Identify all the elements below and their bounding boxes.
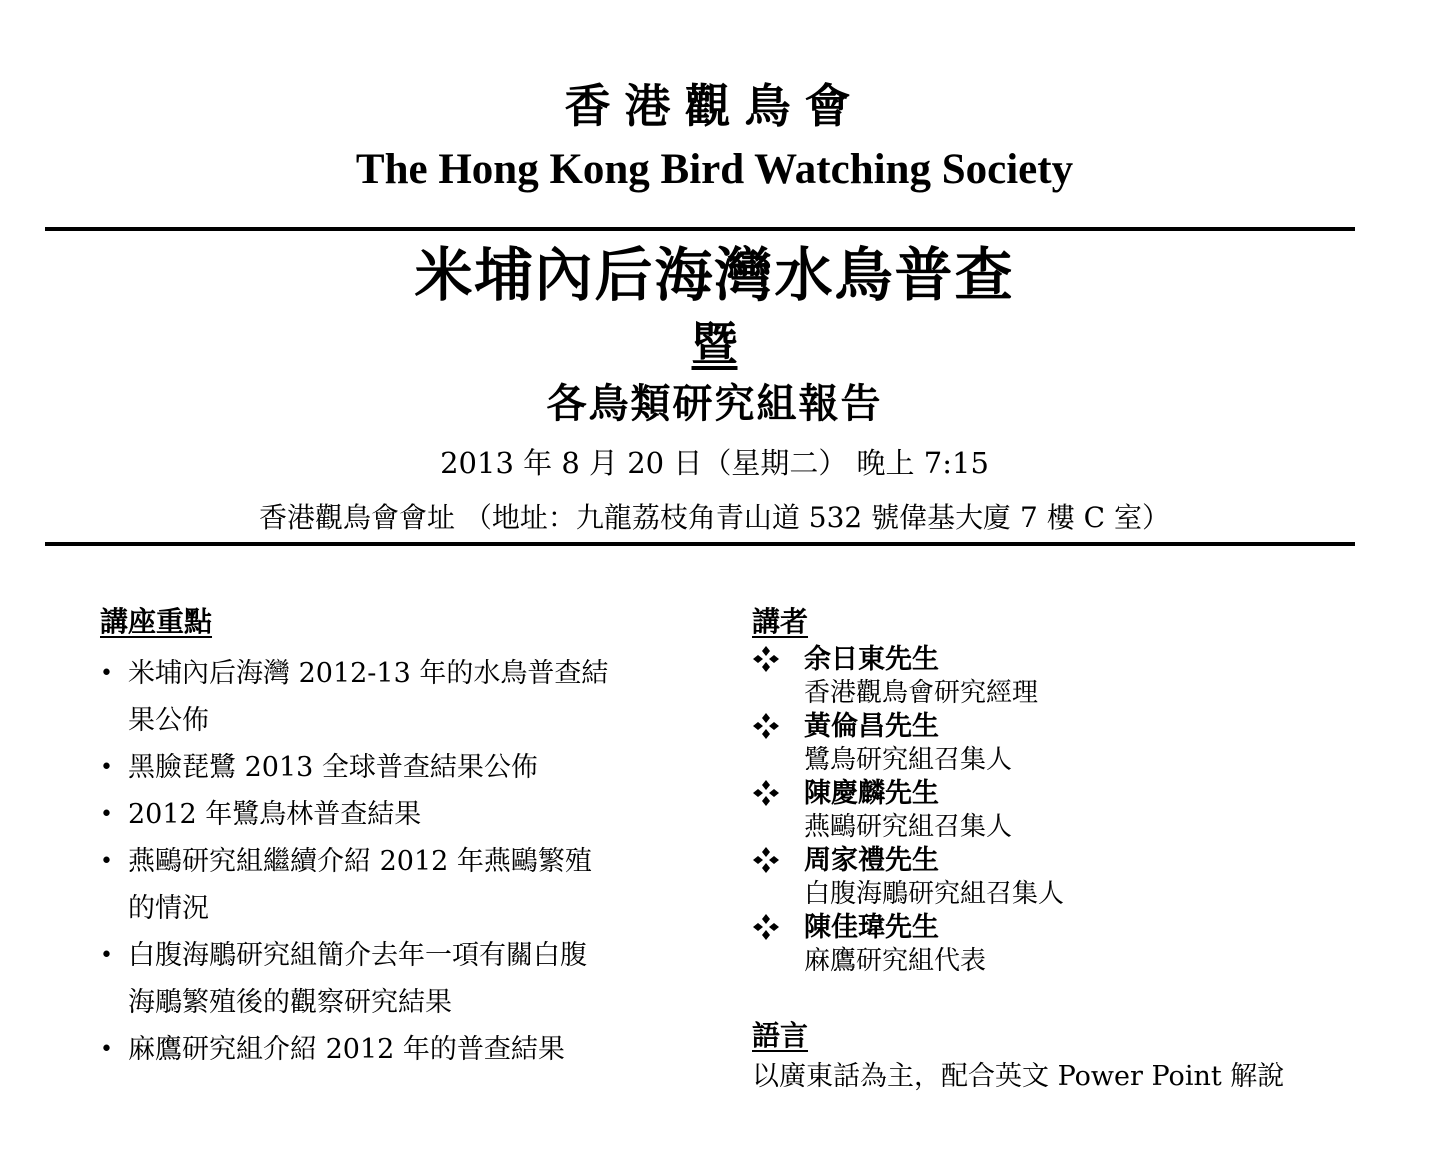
list-item — [100, 1026, 660, 1073]
speaker-item — [752, 643, 1372, 710]
speaker-role: 燕鷗研究組召集人 — [804, 812, 1013, 842]
list-item-line: 2012 年鷺鳥林普查結果 — [128, 799, 422, 830]
list-item-line: 海鵰繁殖後的觀察研究結果 — [128, 987, 452, 1018]
speakers-list — [752, 643, 1372, 978]
language-text: 以廣東話為主，配合英文 Power Point 解說 — [752, 1061, 1285, 1092]
language-heading: 語言 — [752, 1019, 809, 1052]
list-item-line: 麻鷹研究組介紹 2012 年的普查結果 — [128, 1034, 565, 1065]
bullet-icon: • — [100, 943, 113, 968]
bullet-icon: • — [100, 802, 113, 827]
speaker-role: 香港觀鳥會研究經理 — [804, 678, 1039, 708]
event-venue: 香港觀鳥會會址 （地址：九龍荔枝角青山道 532 號偉基大廈 7 樓 C 室） — [259, 501, 1170, 534]
speaker-role: 鷺鳥研究組召集人 — [804, 745, 1013, 775]
list-item-line: 燕鷗研究組繼續介紹 2012 年燕鷗繁殖 — [128, 846, 592, 877]
speaker-item — [752, 844, 1372, 911]
four-diamond-icon — [752, 645, 780, 673]
list-item-line: 的情況 — [128, 893, 209, 924]
highlights-list — [100, 650, 660, 1073]
list-item — [100, 932, 660, 1026]
list-item-line: 黑臉琵鷺 2013 全球普查結果公佈 — [128, 752, 538, 783]
list-item — [100, 744, 660, 791]
event-title: 米埔內后海灣水鳥普查 — [414, 241, 1015, 309]
bullet-icon: • — [100, 755, 113, 780]
list-item — [100, 650, 660, 744]
four-diamond-icon — [752, 913, 780, 941]
speaker-item — [752, 911, 1372, 978]
four-diamond-icon — [752, 712, 780, 740]
speakers-heading: 講者 — [752, 605, 809, 638]
list-item — [100, 838, 660, 932]
org-name-en: The Hong Kong Bird Watching Society — [355, 146, 1074, 193]
event-subtitle: 各鳥類研究組報告 — [546, 381, 883, 427]
list-item-line: 果公佈 — [128, 705, 209, 736]
speaker-role: 白腹海鵰研究組召集人 — [804, 879, 1065, 909]
top-divider — [45, 227, 1355, 231]
bottom-divider — [45, 542, 1355, 546]
org-name-cn: 香港觀鳥會 — [564, 79, 865, 133]
four-diamond-icon — [752, 779, 780, 807]
speaker-name: 黃倫昌先生 — [804, 711, 939, 742]
speaker-item — [752, 777, 1372, 844]
speaker-name: 陳慶麟先生 — [804, 778, 939, 809]
list-item — [100, 791, 660, 838]
event-conjunction — [0, 316, 1429, 372]
speaker-role: 麻鷹研究組代表 — [804, 946, 987, 976]
bullet-icon: • — [100, 661, 113, 686]
list-item-line: 白腹海鵰研究組簡介去年一項有關白腹 — [128, 940, 587, 971]
speaker-item — [752, 710, 1372, 777]
speaker-name: 余日東先生 — [804, 644, 939, 675]
highlights-heading: 講座重點 — [100, 605, 213, 638]
speaker-name: 陳佳瑋先生 — [804, 912, 939, 943]
event-date-time: 2013 年 8 月 20 日（星期二） 晚上 7:15 — [440, 446, 989, 480]
speaker-name: 周家禮先生 — [804, 845, 939, 876]
list-item-line: 米埔內后海灣 2012-13 年的水鳥普查結 — [128, 658, 609, 689]
bullet-icon: • — [100, 1037, 113, 1062]
event-conjunction-text: 暨 — [691, 317, 738, 371]
bullet-icon: • — [100, 849, 113, 874]
four-diamond-icon — [752, 846, 780, 874]
